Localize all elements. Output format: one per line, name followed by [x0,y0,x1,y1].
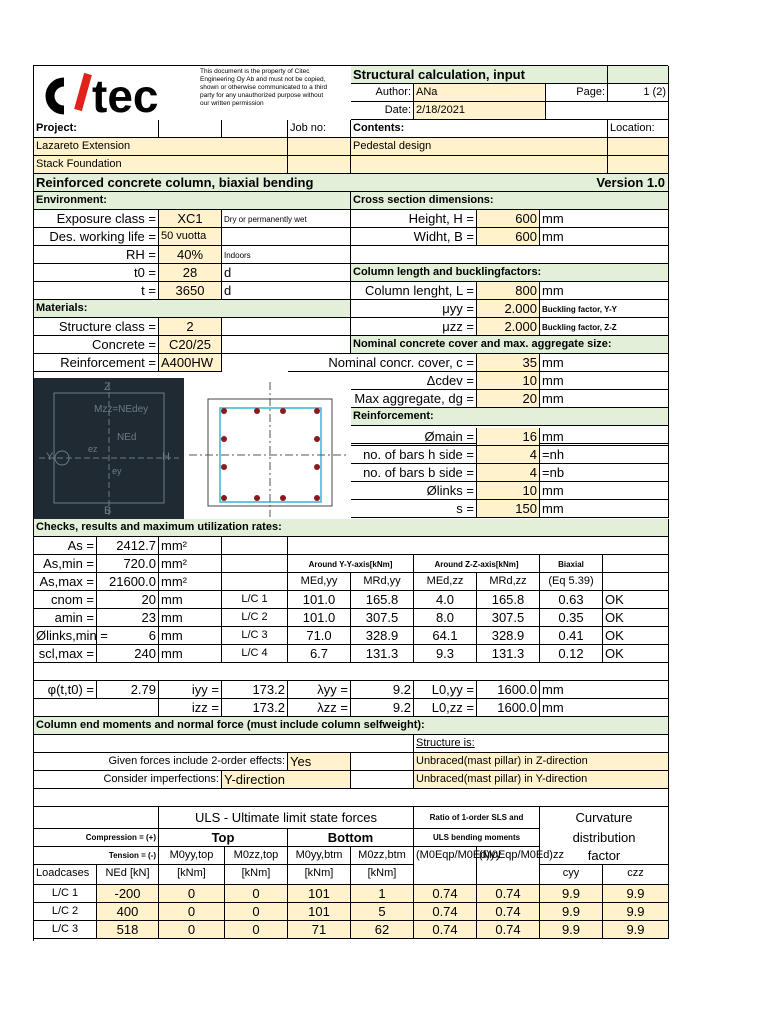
spacing-unit: mm [540,500,669,518]
t0-label: t0 = [34,264,159,282]
project-label: Project: [34,120,159,138]
cross-section-diagram [184,378,351,519]
uls-ratio-zz[interactable]: 0.74 [477,903,540,921]
check-mrd-zz: 165.8 [477,591,540,609]
links-unit: mm [540,482,669,500]
t-value[interactable]: 3650 [159,282,222,300]
uls-m0yy-btm[interactable]: 101 [288,903,351,921]
uls-m0yy-btm[interactable]: 71 [288,921,351,939]
main-bar-label: Ømain = [351,428,477,446]
height-value[interactable]: 600 [477,210,540,228]
asmax-label: As,max = [34,573,97,591]
uls-ratio-yy[interactable]: 0.74 [414,903,477,921]
m0yy-btm-header: M0yy,btm [288,847,351,865]
factor-header: factor [540,847,669,865]
biaxial-header: Biaxial [540,555,603,573]
uls-m0zz-top[interactable]: 0 [225,885,288,903]
structure-class-value[interactable]: 2 [159,318,222,336]
as-unit: mm² [159,537,222,555]
uls-loadcase: L/C 2 [34,903,97,921]
uls-ned[interactable]: 400 [97,903,159,921]
aggregate-unit: mm [540,390,669,408]
bars-h-label: no. of bars h side = [351,446,477,464]
bars-b-label: no. of bars b side = [351,464,477,482]
uls-cyy[interactable]: 9.9 [540,903,603,921]
check-value: 240 [97,645,159,663]
check-med-yy: 101.0 [288,609,351,627]
links-label: Ølinks = [351,482,477,500]
axis-y-label: Y [46,451,54,463]
check-utilization: 0.63 [540,591,603,609]
author-label: Author: [351,84,414,102]
h-dim-label: H [162,451,170,463]
calculation-sheet [33,65,668,941]
check-utilization: 0.12 [540,645,603,663]
dev-value[interactable]: 10 [477,372,540,390]
check-med-zz: 64.1 [414,627,477,645]
asmax-value: 21600.0 [97,573,159,591]
mzz-label: μzz = [351,318,477,336]
rh-label: RH = [34,246,159,264]
exposure-note: Dry or permanently wet [222,210,351,228]
uls-ned[interactable]: -200 [97,885,159,903]
check-unit: mm [159,645,222,663]
creep-value: 2.79 [97,681,159,699]
reinforcement-title: Reinforcement: [351,408,669,426]
check-utilization: 0.41 [540,627,603,645]
cover-label: Nominal concr. cover, c = [288,354,477,372]
check-value: 6 [97,627,159,645]
cyy-header: cyy [540,865,603,885]
uls-czz[interactable]: 9.9 [603,903,669,921]
check-loadcase: L/C 1 [222,591,288,609]
check-med-yy: 6.7 [288,645,351,663]
structure-class-label: Structure class = [34,318,159,336]
uls-cyy[interactable]: 9.9 [540,885,603,903]
bars-b-unit: =nb [540,464,669,482]
t-unit: d [222,282,351,300]
width-value[interactable]: 600 [477,228,540,246]
contents-value[interactable]: Pedestal design [351,138,608,156]
bars-h-value[interactable]: 4 [477,446,540,464]
l0zz-label: L0,zz = [414,699,477,717]
lyy-label: λyy = [288,681,351,699]
version: Version 1.0 [596,175,665,190]
length-unit: mm [540,282,669,300]
ned-header: NEd [kN] [97,865,159,885]
column-title: Column length and bucklingfactors: [351,264,669,282]
column-axis-diagram [34,378,184,519]
exposure-label: Exposure class = [34,210,159,228]
citec-logo [34,66,199,120]
myy-label: μyy = [351,300,477,318]
uls-m0yy-top[interactable]: 0 [159,921,225,939]
life-label: Des. working life = [34,228,159,246]
lyy-value: 9.2 [351,681,414,699]
uls-title: ULS - Ultimate limit state forces [159,807,414,829]
check-label: cnom = [34,591,97,609]
uls-m0zz-btm[interactable]: 5 [351,903,414,921]
check-med-yy: 101.0 [288,591,351,609]
top-header: Top [159,829,288,847]
svg-text:tec: tec [92,70,159,122]
check-status: OK [603,627,669,645]
width-label: Widht, B = [351,228,477,246]
curvature-header: Curvature [540,807,669,829]
loadcases-header: Loadcases [34,865,97,885]
check-loadcase: L/C 4 [222,645,288,663]
aggregate-value[interactable]: 20 [477,390,540,408]
dev-label: Δcdev = [351,372,477,390]
spacing-value[interactable]: 150 [477,500,540,518]
asmin-unit: mm² [159,555,222,573]
l0yy-value: 1600.0 [477,681,540,699]
b-dim-label: B [104,505,112,517]
uls-m0yy-top[interactable]: 0 [159,903,225,921]
check-status: OK [603,591,669,609]
forces-label: Given forces include 2-order effects: [34,753,288,771]
reinforcement-label: Reinforcement = [34,354,159,372]
check-mrd-zz: 131.3 [477,645,540,663]
project-subname[interactable]: Stack Foundation [34,156,288,174]
check-label: scl,max = [34,645,97,663]
uls-m0zz-btm[interactable]: 1 [351,885,414,903]
l0yy-unit: mm [540,681,669,699]
date-value[interactable]: 2/18/2021 [414,102,546,120]
bars-h-unit: =nh [540,446,669,464]
tension-note: Tension = (-) [34,847,159,865]
check-status: OK [603,609,669,627]
structure-label: Structure is: [414,735,669,753]
as-label: As = [34,537,97,555]
compression-note: Compression = (+) [34,829,159,847]
m0yy-top-header: M0yy,top [159,847,225,865]
concrete-label: Concrete = [34,336,159,354]
check-utilization: 0.35 [540,609,603,627]
check-label: Ølinks,min = [36,628,108,643]
ratio-header-1: Ratio of 1-order SLS and [414,807,540,829]
ratio-yy-header: (M0Eqp/M0Ed)yy [414,847,477,865]
spacing-label: s = [351,500,477,518]
uls-ratio-zz[interactable]: 0.74 [477,885,540,903]
main-title: Reinforced concrete column, biaxial bending [36,175,314,190]
rh-value[interactable]: 40% [159,246,222,264]
lzz-value: 9.2 [351,699,414,717]
check-label: amin = [34,609,97,627]
mrd-zz-header: MRd,zz [477,573,540,591]
around-y-header: Around Y-Y-axis[kNm] [288,555,414,573]
header-title: Structural calculation, input [351,66,608,84]
project-name[interactable]: Lazareto Extension [34,138,288,156]
myy-value[interactable]: 2.000 [477,300,540,318]
uls-m0zz-top[interactable]: 0 [225,921,288,939]
page-label: Page: [546,84,608,102]
exposure-value[interactable]: XC1 [159,210,222,228]
asmin-value: 720.0 [97,555,159,573]
mzz-value[interactable]: 2.000 [477,318,540,336]
contents-label: Contents: [351,120,608,138]
environment-title: Environment: [34,192,351,210]
aggregate-label: Max aggregate, dg = [351,390,477,408]
ratio-zz-header: (M0Eqp/M0Ed)zz [477,847,540,865]
creep-label: φ(t,t0) = [34,681,97,699]
bars-b-value[interactable]: 4 [477,464,540,482]
ez-label: ez [88,444,98,454]
check-loadcase: L/C 3 [222,627,288,645]
concrete-value[interactable]: C20/25 [159,336,222,354]
mzz-note: Buckling factor, Z-Z [540,318,669,336]
t0-unit: d [222,264,351,282]
rh-note: Indoors [222,246,351,264]
asmin-label: As,min = [34,555,97,573]
uls-m0zz-btm[interactable]: 62 [351,921,414,939]
check-mrd-zz: 328.9 [477,627,540,645]
imperf-label: Consider imperfections: [34,771,222,789]
cover-title: Nominal concrete cover and max. aggregate size: [351,336,669,354]
date-label: Date: [351,102,414,120]
cover-value[interactable]: 35 [477,354,540,372]
t-label: t = [34,282,159,300]
location-label: Location: [608,120,669,138]
izz-label: izz = [159,699,222,717]
iyy-label: iyy = [159,681,222,699]
m0zz-btm-header: M0zz,btm [351,847,414,865]
author-value[interactable]: ANa [414,84,546,102]
czz-header: czz [603,865,669,885]
check-unit: mm [159,591,222,609]
height-unit: mm [540,210,669,228]
uls-ratio-zz[interactable]: 0.74 [477,921,540,939]
ey-label: ey [112,466,122,476]
uls-cyy[interactable]: 9.9 [540,921,603,939]
check-med-yy: 71.0 [288,627,351,645]
links-value[interactable]: 10 [477,482,540,500]
check-unit: mm [159,609,222,627]
check-unit: mm [159,627,222,645]
check-mrd-yy: 328.9 [351,627,414,645]
disclaimer: This document is the property of Citec Engineering Oy Ab and must not be copied, shown or otherwise communicated to a third party for any unauthorized purpose without our written permission [200,68,328,107]
z-direction-value[interactable]: Unbraced(mast pillar) in Z-direction [414,753,669,771]
l0zz-value: 1600.0 [477,699,540,717]
check-med-zz: 8.0 [414,609,477,627]
bottom-header: Bottom [288,829,414,847]
uls-m0yy-btm[interactable]: 101 [288,885,351,903]
materials-title: Materials: [34,300,351,318]
check-mrd-yy: 307.5 [351,609,414,627]
l0yy-label: L0,yy = [414,681,477,699]
reinforcement-value[interactable]: A400HW [159,354,222,372]
check-mrd-yy: 165.8 [351,591,414,609]
y-direction-value[interactable]: Unbraced(mast pillar) in Y-direction [414,771,669,789]
eq-ref: (Eq 5.39) [540,573,603,591]
imperf-value[interactable]: Y-direction [222,771,351,789]
knm-header-4: [kNm] [351,865,414,885]
length-value[interactable]: 800 [477,282,540,300]
width-unit: mm [540,228,669,246]
main-bar-unit: mm [540,428,669,446]
n-label: NEd [117,432,137,443]
izz-value: 173.2 [222,699,288,717]
check-loadcase: L/C 2 [222,609,288,627]
main-bar-value[interactable]: 16 [477,428,540,446]
uls-loadcase: L/C 1 [34,885,97,903]
check-value: 20 [97,591,159,609]
uls-ratio-yy[interactable]: 0.74 [414,921,477,939]
uls-ratio-yy[interactable]: 0.74 [414,885,477,903]
distribution-header: distribution [540,829,669,847]
myy-note: Buckling factor, Y-Y [540,300,669,318]
uls-m0yy-top[interactable]: 0 [159,885,225,903]
uls-loadcase: L/C 3 [34,921,97,939]
axis-z-label: Z [104,381,111,393]
knm-header-2: [kNm] [225,865,288,885]
iyy-value: 173.2 [222,681,288,699]
check-value: 23 [97,609,159,627]
uls-czz[interactable]: 9.9 [603,885,669,903]
checks-title: Checks, results and maximum utilization rates: [34,519,669,537]
m0zz-top-header: M0zz,top [225,847,288,865]
check-mrd-zz: 307.5 [477,609,540,627]
ratio-header-2: ULS bending moments [414,829,540,847]
jobno-label: Job no: [288,120,351,138]
l0zz-unit: mm [540,699,669,717]
cross-section-title: Cross section dimensions: [351,192,669,210]
mrd-yy-header: MRd,yy [351,573,414,591]
as-value: 2412.7 [97,537,159,555]
t0-value[interactable]: 28 [159,264,222,282]
uls-m0zz-top[interactable]: 0 [225,903,288,921]
moment-label: Mzz=NEdey [94,404,149,415]
knm-header-1: [kNm] [159,865,225,885]
cover-unit: mm [540,354,669,372]
uls-czz[interactable]: 9.9 [603,921,669,939]
forces-value[interactable]: Yes [288,753,351,771]
med-yy-header: MEd,yy [288,573,351,591]
asmax-unit: mm² [159,573,222,591]
dev-unit: mm [540,372,669,390]
life-value[interactable]: 50 vuotta [159,228,222,246]
check-mrd-yy: 131.3 [351,645,414,663]
check-status: OK [603,645,669,663]
page-value: 1 (2) [608,84,669,102]
lzz-label: λzz = [288,699,351,717]
med-zz-header: MEd,zz [414,573,477,591]
length-label: Column lenght, L = [351,282,477,300]
check-med-zz: 9.3 [414,645,477,663]
around-z-header: Around Z-Z-axis[kNm] [414,555,540,573]
ends-title: Column end moments and normal force (must include column selfweight): [34,717,669,735]
check-med-zz: 4.0 [414,591,477,609]
knm-header-3: [kNm] [288,865,351,885]
height-label: Height, H = [351,210,477,228]
uls-ned[interactable]: 518 [97,921,159,939]
